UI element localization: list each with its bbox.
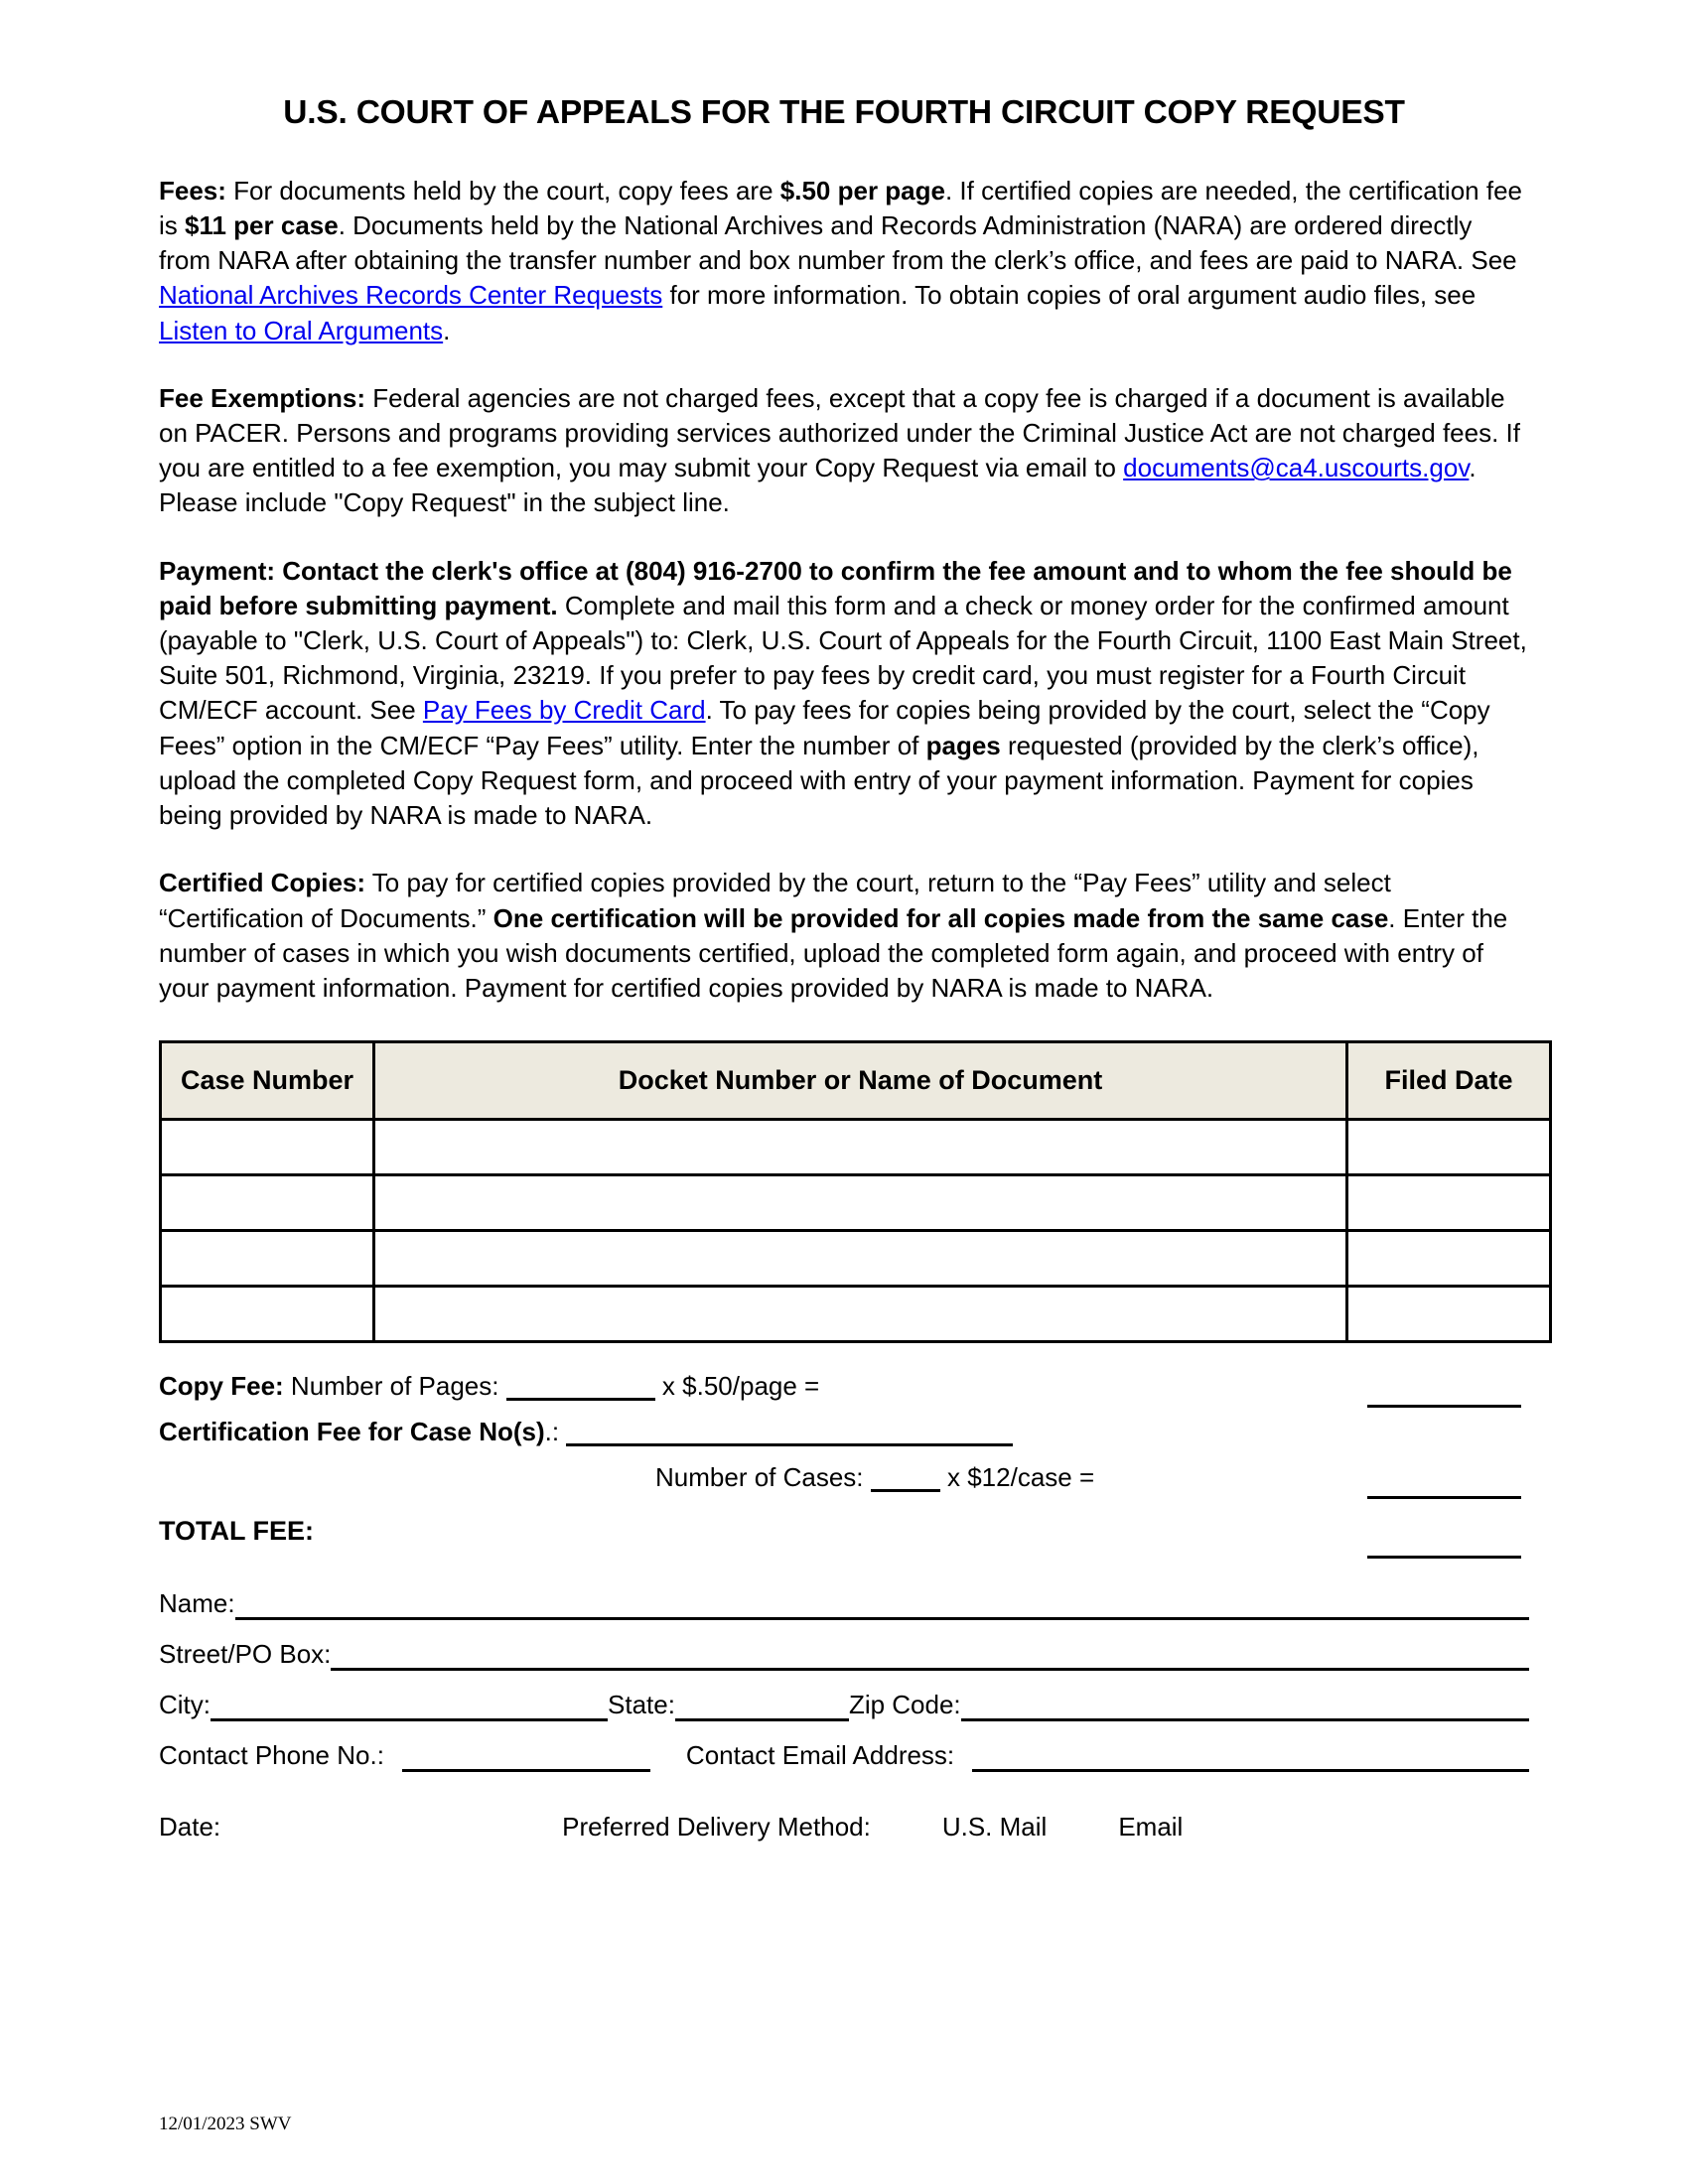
- fees-rate-per-page: $.50 per page: [779, 175, 945, 205]
- name-input[interactable]: [235, 1594, 1529, 1620]
- cell-case-number[interactable]: [161, 1175, 374, 1231]
- column-header-case-number: Case Number: [161, 1042, 374, 1120]
- paragraph-payment: [139, 554, 1549, 834]
- certified-copies-text-1: To pay for certified copies provided by the court, return to the “Pay Fees” utility and select “Certification of Documents.”: [159, 868, 1391, 933]
- documents-table-head: [161, 1042, 1551, 1120]
- number-of-pages-input[interactable]: [506, 1398, 655, 1401]
- cell-filed-date[interactable]: [1347, 1287, 1551, 1342]
- certification-case-numbers-input[interactable]: [566, 1443, 1013, 1446]
- fee-exemptions-text-2: . Please include "Copy Request" in the subject line.: [159, 453, 1477, 518]
- street-label: Street/PO Box:: [159, 1639, 332, 1670]
- delivery-option-email[interactable]: Email: [1118, 1812, 1184, 1843]
- total-fee-amount-input[interactable]: [1367, 1556, 1521, 1559]
- cell-filed-date[interactable]: [1347, 1120, 1551, 1175]
- page-title: U.S. COURT OF APPEALS FOR THE FOURTH CIRCUIT COPY REQUEST: [283, 94, 1405, 131]
- number-of-cases-input[interactable]: [871, 1489, 940, 1492]
- delivery-option-us-mail[interactable]: U.S. Mail: [941, 1812, 1048, 1843]
- certification-fee-label: Certification Fee for Case No(s): [159, 1417, 545, 1447]
- copy-fee-row: [159, 1369, 1529, 1415]
- city-input[interactable]: [211, 1696, 608, 1721]
- per-page-rate-label: x $.50/page =: [654, 1371, 820, 1402]
- cell-case-number[interactable]: [161, 1120, 374, 1175]
- delivery-method-label: Preferred Delivery Method:: [562, 1812, 871, 1843]
- certified-copies-heading: Certified Copies:: [159, 868, 366, 898]
- cell-case-number[interactable]: [161, 1287, 374, 1342]
- name-row: [159, 1571, 1529, 1622]
- cell-filed-date[interactable]: [1347, 1231, 1551, 1287]
- total-fee-label: TOTAL FEE:: [159, 1516, 315, 1547]
- table-row[interactable]: [161, 1175, 1551, 1231]
- fees-text-3: . Documents held by the National Archives and Records Administration (NARA) are ordered directly from NARA after obtaining the transfer number and box number from the clerk’s office, and fees are paid to NARA. See: [159, 210, 1517, 276]
- total-fee-row: [159, 1514, 1529, 1566]
- zip-input[interactable]: [961, 1696, 1529, 1721]
- city-label: City:: [159, 1690, 211, 1720]
- payment-text-3: requested (provided by the clerk’s office), upload the completed Copy Request form, and proceed with entry of your payment information. Payment for copies being provided by NARA is made to NARA.: [159, 730, 1479, 831]
- link-pay-fees-by-credit-card[interactable]: Pay Fees by Credit Card: [422, 695, 706, 726]
- city-state-zip-row: [159, 1673, 1529, 1723]
- fee-exemptions-text-1: Federal agencies are not charged fees, except that a copy fee is charged if a document is available on PACER. Persons and programs providing services authorized under the Criminal Justice Act are not charged fees. If you are entitled to a fee exemption, you may submit your Copy Request via email to: [159, 382, 1520, 483]
- email-input[interactable]: [972, 1746, 1529, 1772]
- fees-text-1: For documents held by the court, copy fees are: [225, 175, 780, 205]
- zip-label: Zip Code:: [848, 1690, 961, 1720]
- certification-fee-amount-input[interactable]: [1367, 1496, 1521, 1499]
- number-of-cases-row: [159, 1460, 1529, 1506]
- link-national-archives-records-center-requests[interactable]: National Archives Records Center Requests: [159, 280, 663, 311]
- state-label: State:: [608, 1690, 675, 1720]
- link-listen-to-oral-arguments[interactable]: Listen to Oral Arguments: [159, 315, 444, 345]
- certification-fee-row: [159, 1415, 1529, 1460]
- copy-fee-label: Copy Fee:: [159, 1371, 284, 1402]
- fees-text-4: for more information. To obtain copies of oral argument audio files, see: [662, 280, 1477, 311]
- column-header-docket-number: Docket Number or Name of Document: [374, 1042, 1347, 1120]
- payment-pages-bold: pages: [925, 730, 1001, 760]
- fee-summary: [139, 1369, 1549, 1566]
- name-label: Name:: [159, 1588, 235, 1619]
- column-header-filed-date: Filed Date: [1347, 1042, 1551, 1120]
- cell-docket-number[interactable]: [374, 1175, 1347, 1231]
- certification-fee-suffix: .:: [544, 1417, 560, 1447]
- payment-heading-bold: Payment: Contact the clerk's office at (804) 916-2700 to confirm the fee amount and to whom the fee should be paid before submitting payment.: [159, 555, 1512, 620]
- cell-filed-date[interactable]: [1347, 1175, 1551, 1231]
- link-documents-email[interactable]: documents@ca4.uscourts.gov: [1123, 453, 1470, 483]
- email-label: Contact Email Address:: [685, 1740, 955, 1771]
- cell-docket-number[interactable]: [374, 1120, 1347, 1175]
- payment-text-1: Complete and mail this form and a check or money order for the confirmed amount (payable to "Clerk, U.S. Court of Appeals") to: Clerk, U.S. Court of Appeals for the Fourth Circuit, 1100 East Main Street, Suite 501, Richmond, Virginia, 23219. If you prefer to pay fees by credit card, you must register for a Fourth Circuit CM/ECF account. See: [159, 590, 1527, 726]
- per-case-rate-label: x $12/case =: [939, 1462, 1095, 1493]
- paragraph-fee-exemptions: [139, 381, 1549, 521]
- phone-input[interactable]: [402, 1746, 650, 1772]
- table-header-row: [161, 1042, 1551, 1120]
- footer-revision-date: 12/01/2023 SWV: [159, 2114, 292, 2135]
- fee-exemptions-heading: Fee Exemptions:: [159, 382, 366, 413]
- table-row[interactable]: [161, 1120, 1551, 1175]
- table-row[interactable]: [161, 1287, 1551, 1342]
- fees-rate-per-case: $11 per case: [185, 210, 339, 241]
- fees-heading: Fees:: [159, 175, 226, 205]
- paragraph-certified-copies: [139, 866, 1549, 1006]
- state-input[interactable]: [675, 1696, 849, 1721]
- table-row[interactable]: [161, 1231, 1551, 1287]
- documents-table-body: [161, 1120, 1551, 1342]
- requester-information: [139, 1571, 1549, 1845]
- street-input[interactable]: [331, 1645, 1529, 1671]
- certified-copies-bold-1: One certification will be provided for all copies made from the same case: [492, 902, 1389, 933]
- phone-email-row: [159, 1723, 1529, 1774]
- documents-table: [159, 1040, 1552, 1343]
- certified-copies-text-2: . Enter the number of cases in which you wish documents certified, upload the completed form again, and proceed with entry of your payment information. Payment for certified copies provided by NARA is made to NARA.: [159, 902, 1508, 1003]
- cell-docket-number[interactable]: [374, 1231, 1347, 1287]
- date-delivery-row: [159, 1786, 1529, 1845]
- number-of-pages-label: Number of Pages:: [283, 1371, 499, 1402]
- street-row: [159, 1622, 1529, 1673]
- paragraph-fees: [139, 174, 1549, 348]
- fees-text-5: .: [443, 315, 451, 345]
- cell-case-number[interactable]: [161, 1231, 374, 1287]
- payment-text-2: . To pay fees for copies being provided by the court, select the “Copy Fees” option in the CM/ECF “Pay Fees” utility. Enter the number of: [159, 695, 1490, 760]
- fees-text-2: . If certified copies are needed, the certification fee is: [159, 175, 1522, 241]
- date-label: Date:: [159, 1812, 221, 1843]
- cell-docket-number[interactable]: [374, 1287, 1347, 1342]
- phone-label: Contact Phone No.:: [159, 1740, 384, 1771]
- number-of-cases-label: Number of Cases:: [655, 1462, 864, 1493]
- documents-table-container: [139, 1040, 1549, 1343]
- copy-fee-amount-input[interactable]: [1367, 1405, 1521, 1408]
